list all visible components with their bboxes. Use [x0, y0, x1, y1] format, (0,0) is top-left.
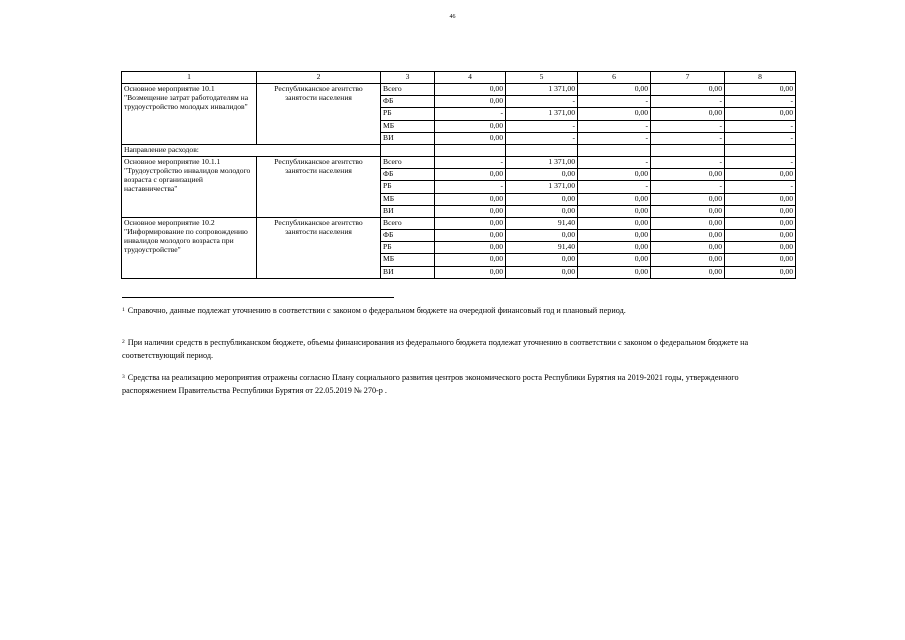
amount-cell: 0,00 — [725, 217, 796, 229]
funding-source: ФБ — [381, 230, 435, 242]
footnote-separator — [122, 297, 394, 298]
amount-cell: - — [578, 156, 651, 168]
amount-cell: 0,00 — [578, 242, 651, 254]
responsible-agency: Республиканское агентство занятости населения — [257, 84, 381, 145]
column-header: 1 — [122, 72, 257, 84]
footnote-mark: 2 — [122, 339, 125, 345]
amount-cell: 0,00 — [578, 230, 651, 242]
amount-cell: 0,00 — [651, 193, 725, 205]
amount-cell: 0,00 — [725, 84, 796, 96]
amount-cell: 1 371,00 — [506, 84, 578, 96]
column-header: 4 — [435, 72, 506, 84]
activity-title: Основное мероприятие 10.1.1 "Трудоустройство инвалидов молодого возраста с организацией наставничества" — [122, 156, 257, 217]
responsible-agency: Республиканское агентство занятости населения — [257, 217, 381, 278]
amount-cell: - — [725, 132, 796, 144]
footnote-mark: 3 — [122, 374, 125, 380]
amount-cell: 0,00 — [435, 169, 506, 181]
amount-cell: 1 371,00 — [506, 181, 578, 193]
empty-cell — [435, 144, 506, 156]
footnote-text: Справочно, данные подлежат уточнению в соответствии с законом о федеральном бюджете на очередной финансовый год и плановый период. — [127, 306, 626, 315]
amount-cell: 1 371,00 — [506, 156, 578, 168]
funding-source: Всего — [381, 84, 435, 96]
amount-cell: - — [725, 120, 796, 132]
footnote-mark: 1 — [122, 307, 125, 313]
amount-cell: 0,00 — [651, 84, 725, 96]
footnote-3 — [122, 372, 794, 397]
table-row — [122, 217, 796, 229]
funding-source: РБ — [381, 242, 435, 254]
amount-cell: 0,00 — [435, 242, 506, 254]
amount-cell: 0,00 — [578, 254, 651, 266]
amount-cell: 0,00 — [725, 193, 796, 205]
amount-cell: 0,00 — [435, 266, 506, 278]
funding-source: ФБ — [381, 169, 435, 181]
footnote-1 — [122, 305, 794, 318]
amount-cell: 0,00 — [578, 266, 651, 278]
amount-cell: 1 371,00 — [506, 108, 578, 120]
amount-cell: 0,00 — [506, 169, 578, 181]
funding-source: Всего — [381, 156, 435, 168]
funding-source: ВИ — [381, 132, 435, 144]
column-header: 3 — [381, 72, 435, 84]
amount-cell: 0,00 — [578, 217, 651, 229]
amount-cell: 0,00 — [578, 205, 651, 217]
funding-source: РБ — [381, 108, 435, 120]
amount-cell: - — [506, 96, 578, 108]
amount-cell: 0,00 — [725, 205, 796, 217]
activity-title: Основное мероприятие 10.2 "Информирование по сопровождению инвалидов молодого возраста при трудоустройстве" — [122, 217, 257, 278]
amount-cell: 0,00 — [578, 84, 651, 96]
amount-cell: 91,40 — [506, 217, 578, 229]
amount-cell: 0,00 — [725, 254, 796, 266]
amount-cell: - — [578, 120, 651, 132]
funding-source: МБ — [381, 193, 435, 205]
amount-cell: - — [725, 156, 796, 168]
amount-cell: 0,00 — [651, 205, 725, 217]
amount-cell: 0,00 — [506, 193, 578, 205]
amount-cell: - — [651, 181, 725, 193]
amount-cell: 0,00 — [506, 230, 578, 242]
footnote-text: Средства на реализацию мероприятия отражены согласно Плану социального развития центров экономического роста Республики Бурятия на 2019-2021 годы, утвержденного распоряжением Правительства Республики Бурятия от 22.05.2019 № 270-р . — [122, 373, 739, 395]
empty-cell — [578, 144, 651, 156]
amount-cell: - — [651, 156, 725, 168]
amount-cell: 0,00 — [651, 242, 725, 254]
amount-cell: 0,00 — [578, 169, 651, 181]
amount-cell: 0,00 — [578, 193, 651, 205]
funding-source: МБ — [381, 254, 435, 266]
amount-cell: 0,00 — [725, 108, 796, 120]
amount-cell: 0,00 — [435, 230, 506, 242]
footnote-text: При наличии средств в республиканском бюджете, объемы финансирования из федерального бюджета подлежат уточнению в соответствии с законом о федеральном бюджете на соответствующий период. — [122, 338, 749, 360]
amount-cell: 91,40 — [506, 242, 578, 254]
column-header: 7 — [651, 72, 725, 84]
amount-cell: 0,00 — [435, 84, 506, 96]
column-header: 5 — [506, 72, 578, 84]
activity-title: Основное мероприятие 10.1 "Возмещение затрат работодателям на трудоустройство молодых инвалидов" — [122, 84, 257, 145]
column-header: 2 — [257, 72, 381, 84]
amount-cell: - — [506, 132, 578, 144]
amount-cell: 0,00 — [435, 217, 506, 229]
amount-cell: 0,00 — [435, 96, 506, 108]
amount-cell: 0,00 — [435, 132, 506, 144]
amount-cell: 0,00 — [725, 266, 796, 278]
column-header: 6 — [578, 72, 651, 84]
amount-cell: - — [578, 96, 651, 108]
table-row — [122, 156, 796, 168]
amount-cell: - — [651, 120, 725, 132]
funding-source: РБ — [381, 181, 435, 193]
amount-cell: 0,00 — [506, 266, 578, 278]
amount-cell: 0,00 — [506, 205, 578, 217]
page-number: 46 — [449, 14, 456, 20]
section-row — [122, 144, 796, 156]
amount-cell: - — [435, 156, 506, 168]
amount-cell: - — [578, 132, 651, 144]
amount-cell: 0,00 — [435, 120, 506, 132]
funding-source: Всего — [381, 217, 435, 229]
funding-table — [121, 71, 796, 279]
amount-cell: - — [506, 120, 578, 132]
table-row — [122, 84, 796, 96]
section-label: Направление расходов: — [122, 144, 381, 156]
funding-source: ВИ — [381, 205, 435, 217]
amount-cell: - — [578, 181, 651, 193]
amount-cell: 0,00 — [651, 230, 725, 242]
amount-cell: 0,00 — [725, 242, 796, 254]
amount-cell: 0,00 — [651, 217, 725, 229]
empty-cell — [651, 144, 725, 156]
amount-cell: - — [651, 132, 725, 144]
table-header-row — [122, 72, 796, 84]
empty-cell — [381, 144, 435, 156]
funding-source: ФБ — [381, 96, 435, 108]
amount-cell: 0,00 — [651, 254, 725, 266]
amount-cell: - — [725, 96, 796, 108]
amount-cell: - — [435, 181, 506, 193]
funding-source: МБ — [381, 120, 435, 132]
amount-cell: 0,00 — [435, 254, 506, 266]
amount-cell: 0,00 — [506, 254, 578, 266]
amount-cell: 0,00 — [435, 193, 506, 205]
amount-cell: 0,00 — [435, 205, 506, 217]
amount-cell: 0,00 — [651, 266, 725, 278]
amount-cell: 0,00 — [651, 108, 725, 120]
responsible-agency: Республиканское агентство занятости населения — [257, 156, 381, 217]
amount-cell: 0,00 — [725, 230, 796, 242]
amount-cell: 0,00 — [725, 169, 796, 181]
amount-cell: - — [725, 181, 796, 193]
empty-cell — [725, 144, 796, 156]
amount-cell: 0,00 — [651, 169, 725, 181]
amount-cell: - — [651, 96, 725, 108]
amount-cell: - — [435, 108, 506, 120]
column-header: 8 — [725, 72, 796, 84]
footnote-2 — [122, 337, 794, 362]
empty-cell — [506, 144, 578, 156]
funding-source: ВИ — [381, 266, 435, 278]
amount-cell: 0,00 — [578, 108, 651, 120]
